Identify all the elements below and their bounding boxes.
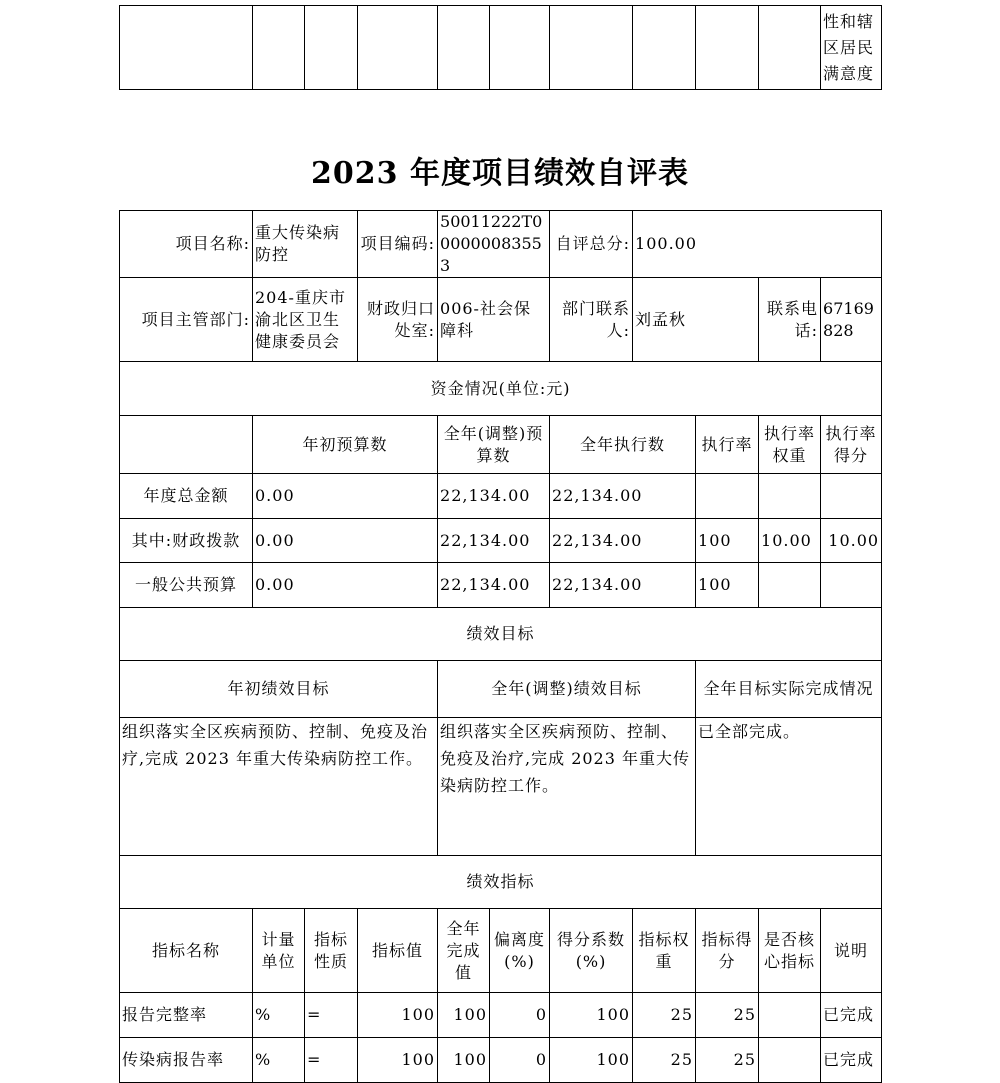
goals-initial-text: 组织落实全区疾病预防、控制、免疫及治疗,完成 2023 年重大传染病防控工作。 <box>120 718 438 856</box>
goals-section-title: 绩效目标 <box>120 608 882 661</box>
funds-row-executed: 22,134.00 <box>550 474 696 519</box>
funds-row-initial: 0.00 <box>253 519 438 563</box>
indicators-section-title: 绩效指标 <box>120 856 882 909</box>
score-label: 自评总分: <box>550 211 633 278</box>
ind-done: 100 <box>438 1038 490 1083</box>
funds-row-adjusted: 22,134.00 <box>438 474 550 519</box>
project-code-label: 项目编码: <box>358 211 438 278</box>
funds-row-label: 其中:财政拨款 <box>120 519 253 563</box>
ind-header-core: 是否核心指标 <box>759 909 821 993</box>
ind-name: 报告完整率 <box>120 993 253 1038</box>
funds-header-executed: 全年执行数 <box>550 416 696 474</box>
funds-row-label: 一般公共预算 <box>120 563 253 608</box>
ind-core <box>759 1038 821 1083</box>
funds-row-initial: 0.00 <box>253 474 438 519</box>
ind-value: 100 <box>358 1038 438 1083</box>
ind-header-dev: 偏离度(%) <box>490 909 550 993</box>
ind-name: 传染病报告率 <box>120 1038 253 1083</box>
funds-section-title: 资金情况(单位:元) <box>120 362 882 416</box>
ind-header-coef: 得分系数(%) <box>550 909 633 993</box>
contact-value: 刘孟秋 <box>633 278 759 362</box>
table-row <box>120 1038 882 1083</box>
funds-row-weight <box>759 474 821 519</box>
empty-cell <box>305 6 358 90</box>
project-name-label: 项目名称: <box>120 211 253 278</box>
ind-header-note: 说明 <box>821 909 882 993</box>
ind-dev: 0 <box>490 1038 550 1083</box>
goals-header-initial: 年初绩效目标 <box>120 661 438 718</box>
goals-actual-text: 已全部完成。 <box>696 718 882 856</box>
ind-score: 25 <box>696 993 759 1038</box>
ind-done: 100 <box>438 993 490 1038</box>
funds-row-rate <box>696 474 759 519</box>
ind-score: 25 <box>696 1038 759 1083</box>
finance-value: 006-社会保障科 <box>438 278 550 362</box>
funds-row-rate: 100 <box>696 563 759 608</box>
empty-cell <box>696 6 759 90</box>
score-value: 100.00 <box>633 211 882 278</box>
empty-cell <box>120 416 253 474</box>
funds-row-score <box>821 563 882 608</box>
ind-header-value: 指标值 <box>358 909 438 993</box>
ind-header-score: 指标得分 <box>696 909 759 993</box>
ind-value: 100 <box>358 993 438 1038</box>
dept-value: 204-重庆市渝北区卫生健康委员会 <box>253 278 358 362</box>
empty-cell <box>120 6 253 90</box>
ind-header-nature: 指标性质 <box>305 909 358 993</box>
ind-header-name: 指标名称 <box>120 909 253 993</box>
project-code-value: 50011222T000000083553 <box>438 211 550 278</box>
empty-cell <box>550 6 633 90</box>
funds-row-executed: 22,134.00 <box>550 563 696 608</box>
funds-row-adjusted: 22,134.00 <box>438 563 550 608</box>
performance-table <box>119 210 882 1083</box>
funds-row-weight: 10.00 <box>759 519 821 563</box>
fragment-text: 性和辖区居民满意度 <box>821 6 882 90</box>
funds-row-weight <box>759 563 821 608</box>
dept-label: 项目主管部门: <box>120 278 253 362</box>
table-row <box>120 993 882 1038</box>
ind-weight: 25 <box>633 993 696 1038</box>
funds-row-label: 年度总金额 <box>120 474 253 519</box>
empty-cell <box>633 6 696 90</box>
ind-note: 已完成 <box>821 1038 882 1083</box>
goals-header-actual: 全年目标实际完成情况 <box>696 661 882 718</box>
ind-unit: % <box>253 1038 305 1083</box>
funds-row-score: 10.00 <box>821 519 882 563</box>
phone-value: 67169828 <box>821 278 882 362</box>
ind-header-weight: 指标权重 <box>633 909 696 993</box>
ind-coef: 100 <box>550 1038 633 1083</box>
page-title: 2023 年度项目绩效自评表 <box>311 156 689 191</box>
project-name-value: 重大传染病防控 <box>253 211 358 278</box>
empty-cell <box>759 6 821 90</box>
contact-label: 部门联系人: <box>550 278 633 362</box>
finance-label: 财政归口处室: <box>358 278 438 362</box>
funds-row-rate: 100 <box>696 519 759 563</box>
ind-coef: 100 <box>550 993 633 1038</box>
funds-row-initial: 0.00 <box>253 563 438 608</box>
ind-weight: 25 <box>633 1038 696 1083</box>
empty-cell <box>358 6 438 90</box>
empty-cell <box>490 6 550 90</box>
funds-header-weight: 执行率权重 <box>759 416 821 474</box>
ind-note: 已完成 <box>821 993 882 1038</box>
funds-row-score <box>821 474 882 519</box>
empty-cell <box>253 6 305 90</box>
ind-header-done: 全年完成值 <box>438 909 490 993</box>
phone-label: 联系电话: <box>759 278 821 362</box>
ind-nature: = <box>305 993 358 1038</box>
ind-header-unit: 计量单位 <box>253 909 305 993</box>
funds-row-executed: 22,134.00 <box>550 519 696 563</box>
funds-header-initial: 年初预算数 <box>253 416 438 474</box>
funds-row-adjusted: 22,134.00 <box>438 519 550 563</box>
funds-header-score: 执行率得分 <box>821 416 882 474</box>
goals-header-adjusted: 全年(调整)绩效目标 <box>438 661 696 718</box>
funds-header-rate: 执行率 <box>696 416 759 474</box>
goals-adjusted-text: 组织落实全区疾病预防、控制、免疫及治疗,完成 2023 年重大传染病防控工作。 <box>438 718 696 856</box>
ind-dev: 0 <box>490 993 550 1038</box>
ind-core <box>759 993 821 1038</box>
funds-header-adjusted: 全年(调整)预算数 <box>438 416 550 474</box>
previous-table-fragment <box>119 5 882 90</box>
ind-nature: = <box>305 1038 358 1083</box>
ind-unit: % <box>253 993 305 1038</box>
empty-cell <box>438 6 490 90</box>
